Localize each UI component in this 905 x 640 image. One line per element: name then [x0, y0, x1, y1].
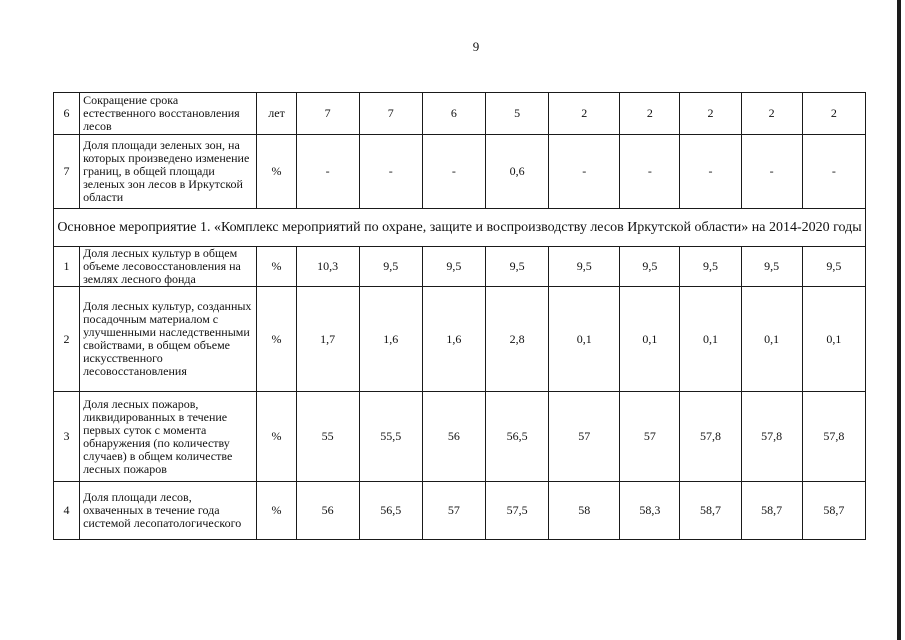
value-cell: 57,8 — [680, 392, 741, 482]
indicator-name: Доля лесных культур в общем объеме лесовосстановления на землях лесного фонда — [80, 247, 257, 287]
indicator-name: Доля лесных пожаров, ликвидированных в течение первых суток с момента обнаружения (по количеству случаев) в общем количестве лесных пожаров — [80, 392, 257, 482]
indicator-name: Сокращение срока естественного восстановления лесов — [80, 93, 257, 135]
value-cell: 2 — [549, 93, 620, 135]
value-cell: 57 — [549, 392, 620, 482]
indicator-name: Доля площади зеленых зон, на которых произведено изменение границ, в общей площади зеленых зон лесов в Иркутской области — [80, 135, 257, 209]
page-edge — [897, 0, 901, 640]
table-row — [54, 135, 866, 209]
value-cell: 9,5 — [741, 247, 802, 287]
table-row — [54, 247, 866, 287]
unit-cell: % — [257, 287, 296, 392]
value-cell: 57,5 — [486, 482, 549, 540]
value-cell: - — [802, 135, 865, 209]
table-row — [54, 287, 866, 392]
value-cell: 57 — [620, 392, 680, 482]
value-cell: 58,7 — [741, 482, 802, 540]
value-cell: 1,6 — [359, 287, 422, 392]
value-cell: 2,8 — [486, 287, 549, 392]
value-cell: - — [549, 135, 620, 209]
row-number: 4 — [54, 482, 80, 540]
value-cell: 55,5 — [359, 392, 422, 482]
section-row — [54, 209, 866, 247]
value-cell: 9,5 — [549, 247, 620, 287]
value-cell: 5 — [486, 93, 549, 135]
unit-cell: % — [257, 482, 296, 540]
value-cell: 1,7 — [296, 287, 359, 392]
value-cell: 2 — [741, 93, 802, 135]
value-cell: 56,5 — [486, 392, 549, 482]
value-cell: 9,5 — [680, 247, 741, 287]
row-number: 1 — [54, 247, 80, 287]
indicators-table — [53, 92, 866, 540]
value-cell: 2 — [680, 93, 741, 135]
value-cell: 0,1 — [620, 287, 680, 392]
value-cell: - — [359, 135, 422, 209]
unit-cell: % — [257, 247, 296, 287]
value-cell: 6 — [422, 93, 485, 135]
value-cell: 57 — [422, 482, 485, 540]
value-cell: 9,5 — [620, 247, 680, 287]
row-number: 2 — [54, 287, 80, 392]
value-cell: - — [741, 135, 802, 209]
section-title: Основное мероприятие 1. «Комплекс мероприятий по охране, защите и воспроизводству лесов Иркутской области» на 2014-2020 годы — [54, 209, 866, 247]
row-number: 3 — [54, 392, 80, 482]
indicator-name: Доля площади лесов, охваченных в течение года системой лесопатологического — [80, 482, 257, 540]
row-number: 6 — [54, 93, 80, 135]
unit-cell: % — [257, 392, 296, 482]
value-cell: 9,5 — [359, 247, 422, 287]
value-cell: 9,5 — [486, 247, 549, 287]
value-cell: 56 — [422, 392, 485, 482]
page-number: 9 — [472, 39, 480, 54]
value-cell: 0,6 — [486, 135, 549, 209]
table-row — [54, 93, 866, 135]
value-cell: 1,6 — [422, 287, 485, 392]
unit-cell: % — [257, 135, 296, 209]
value-cell: 58,7 — [680, 482, 741, 540]
value-cell: 56,5 — [359, 482, 422, 540]
value-cell: - — [296, 135, 359, 209]
value-cell: 55 — [296, 392, 359, 482]
value-cell: 10,3 — [296, 247, 359, 287]
value-cell: - — [680, 135, 741, 209]
table-row — [54, 392, 866, 482]
value-cell: 9,5 — [422, 247, 485, 287]
value-cell: 2 — [620, 93, 680, 135]
value-cell: 58,3 — [620, 482, 680, 540]
value-cell: 7 — [359, 93, 422, 135]
indicator-name: Доля лесных культур, созданных посадочным материалом с улучшенными наследственными свойствами, в общем объеме искусственного лесовосстановления — [80, 287, 257, 392]
unit-cell: лет — [257, 93, 296, 135]
row-number: 7 — [54, 135, 80, 209]
value-cell: 56 — [296, 482, 359, 540]
value-cell: - — [422, 135, 485, 209]
value-cell: 57,8 — [802, 392, 865, 482]
value-cell: 0,1 — [802, 287, 865, 392]
value-cell: 7 — [296, 93, 359, 135]
value-cell: 2 — [802, 93, 865, 135]
value-cell: 58,7 — [802, 482, 865, 540]
value-cell: 0,1 — [741, 287, 802, 392]
value-cell: 0,1 — [680, 287, 741, 392]
table-row — [54, 482, 866, 540]
value-cell: 58 — [549, 482, 620, 540]
value-cell: 57,8 — [741, 392, 802, 482]
value-cell: - — [620, 135, 680, 209]
value-cell: 9,5 — [802, 247, 865, 287]
value-cell: 0,1 — [549, 287, 620, 392]
